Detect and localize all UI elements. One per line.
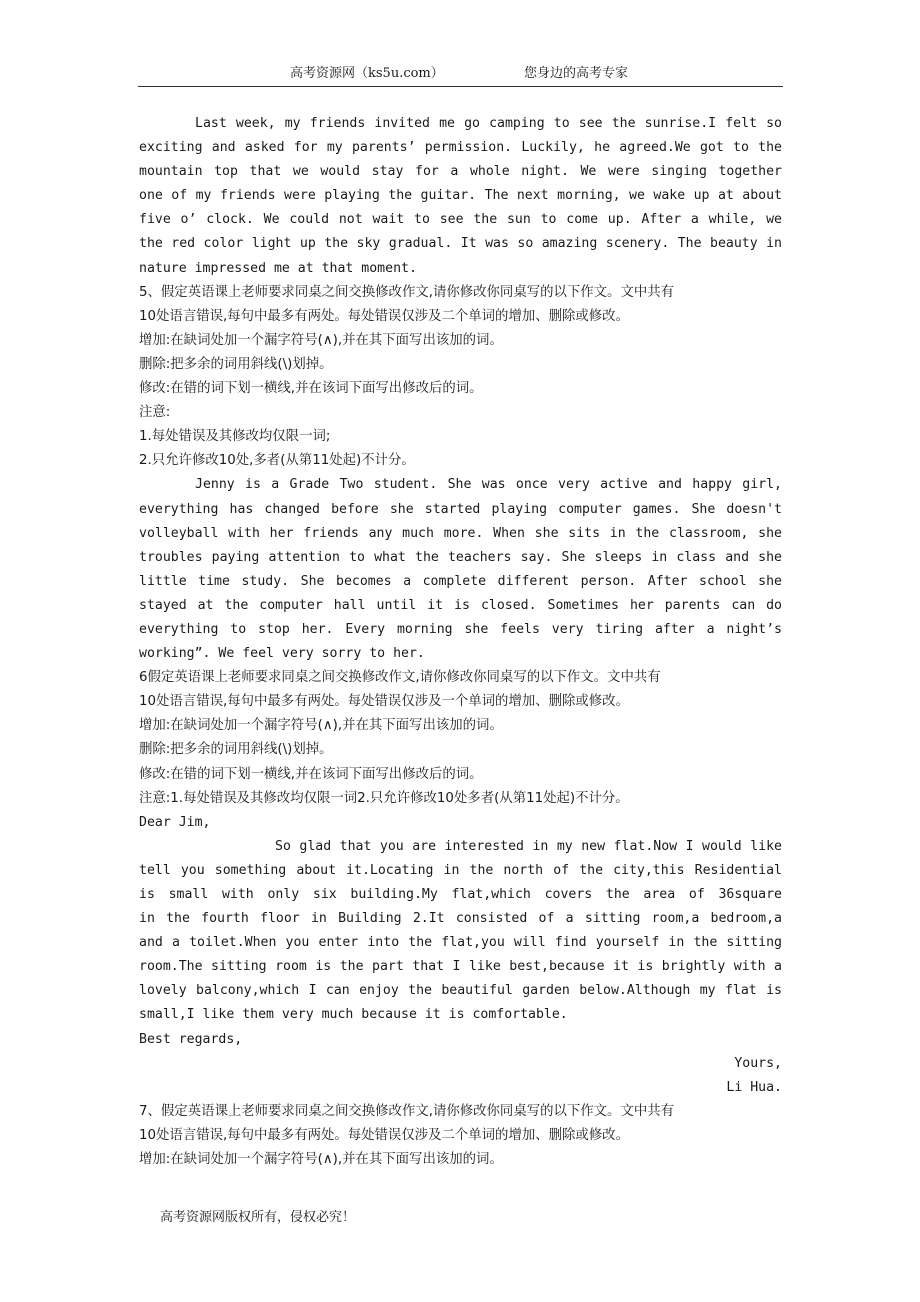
task5-instruction: 10处语言错误,每句中最多有两处。每处错误仅涉及二个单词的增加、删除或修改。 <box>139 308 629 324</box>
task5-passage-line: everything has changed before she started playing computer games. She doesn't <box>139 501 782 517</box>
task5-instruction: 修改:在错的词下划一横线,并在该词下面写出修改后的词。 <box>139 381 483 397</box>
task6-passage-line: tell you something about it.Locating in the north of the city,this Residential <box>139 862 782 878</box>
task6-passage-line: small,I like them very much because it is comfortable. <box>139 1007 568 1023</box>
task5-instruction: 增加:在缺词处加一个漏字符号(∧),并在其下面写出该加的词。 <box>139 332 503 348</box>
task5-instruction: 注意: <box>139 405 171 421</box>
task6-passage-line: room.The sitting room is the part that I like best,because it is brightly with a <box>139 959 782 975</box>
page-header <box>138 64 783 87</box>
header-site-name: 高考资源网（ks5u.com） <box>290 66 444 81</box>
task5-instruction: 5、假定英语课上老师要求同桌之间交换修改作文,请你修改你同桌写的以下作文。文中共有 <box>139 284 675 300</box>
passage1-line: five o’ clock. We could not wait to see the sun to come up. After a while, we <box>139 212 782 228</box>
task6-passage-line: So glad that you are interested in my new flat.Now I would like <box>275 838 782 854</box>
passage1-line: exciting and asked for my parents’ permission. Luckily, he agreed.We got to the <box>139 140 782 156</box>
task5-instruction: 删除:把多余的词用斜线(\)划掉。 <box>139 356 333 372</box>
task5-passage-line: working”. We feel very sorry to her. <box>139 646 425 662</box>
task5-passage-line: little time study. She becomes a complete different person. After school she <box>139 573 782 589</box>
task5-passage-line: Jenny is a Grade Two student. She was once very active and happy girl, <box>195 477 782 493</box>
task6-passage-line: in the fourth floor in Building 2.It consisted of a sitting room,a bedroom,a <box>139 911 782 927</box>
task6-instruction: 修改:在错的词下划一横线,并在该词下面写出修改后的词。 <box>139 766 483 782</box>
passage1-line: Last week, my friends invited me go camping to see the sunrise.I felt so <box>195 116 782 131</box>
page-footer: 高考资源网版权所有，侵权必究！ <box>160 1210 356 1225</box>
task5-passage-line: everything to stop her. Every morning she feels very tiring after a night’s <box>139 621 782 637</box>
letter-closing: Best regards, <box>139 1031 243 1047</box>
task7-instruction: 7、假定英语课上老师要求同桌之间交换修改作文,请你修改你同桌写的以下作文。文中共有 <box>139 1103 675 1119</box>
task7-instruction: 10处语言错误,每句中最多有两处。每处错误仅涉及二个单词的增加、删除或修改。 <box>139 1127 629 1143</box>
task5-passage-line: volleyball with her friends any much more. When she sits in the classroom, she <box>139 525 782 541</box>
letter-salutation: Dear Jim, <box>139 814 211 830</box>
passage1-line: one of my friends were playing the guitar. The next morning, we wake up at about <box>139 188 782 204</box>
task6-instruction: 注意:1.每处错误及其修改均仅限一词2.只允许修改10处多者(从第11处起)不计分。 <box>139 790 629 806</box>
letter-sign-name: Li Hua. <box>726 1079 782 1095</box>
passage1-line: nature impressed me at that moment. <box>139 260 417 276</box>
task6-instruction: 增加:在缺词处加一个漏字符号(∧),并在其下面写出该加的词。 <box>139 718 503 734</box>
task6-instruction: 6假定英语课上老师要求同桌之间交换修改作文,请你修改你同桌写的以下作文。文中共有 <box>139 670 661 686</box>
task6-instruction: 删除:把多余的词用斜线(\)划掉。 <box>139 742 333 758</box>
document-body <box>139 112 782 1172</box>
passage1-line: the red color light up the sky gradual. It was so amazing scenery. The beauty in <box>139 236 782 252</box>
header-slogan: 您身边的高考专家 <box>524 66 629 81</box>
task5-passage-line: stayed at the computer hall until it is closed. Sometimes her parents can do <box>139 597 782 613</box>
task5-instruction: 2.只允许修改10处,多者(从第11处起)不计分。 <box>139 453 415 469</box>
letter-sign-yours: Yours, <box>734 1055 782 1071</box>
task5-instruction: 1.每处错误及其修改均仅限一词; <box>139 429 331 445</box>
task7-instruction: 增加:在缺词处加一个漏字符号(∧),并在其下面写出该加的词。 <box>139 1152 503 1168</box>
task6-passage-line: and a toilet.When you enter into the flat,you will find yourself in the sitting <box>139 935 782 951</box>
task6-instruction: 10处语言错误,每句中最多有两处。每处错误仅涉及一个单词的增加、删除或修改。 <box>139 694 629 710</box>
task5-passage-line: troubles paying attention to what the teachers say. She sleeps in class and she <box>139 549 782 565</box>
passage1-line: mountain top that we would stay for a whole night. We were singing together <box>139 164 782 180</box>
task6-passage-line: is small with only six building.My flat,which covers the area of 36square <box>139 887 782 902</box>
task6-passage-line: lovely balcony,which I can enjoy the beautiful garden below.Although my flat is <box>139 983 782 999</box>
